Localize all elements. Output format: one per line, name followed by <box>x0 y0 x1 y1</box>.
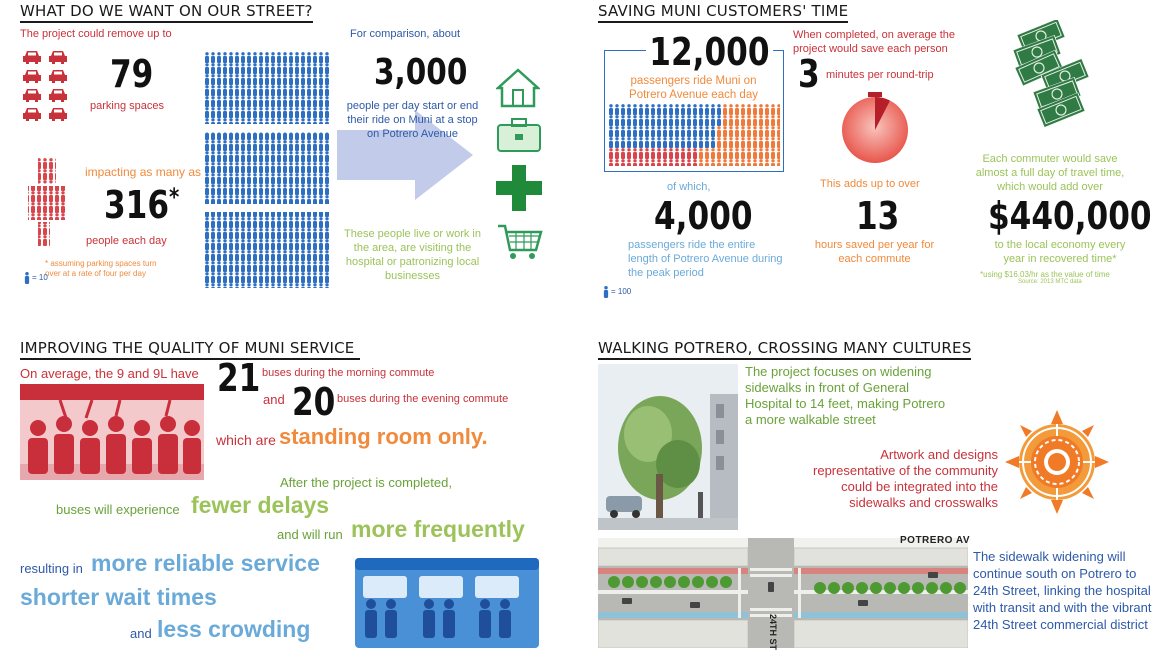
street-map <box>598 538 968 651</box>
morning-number: 21 <box>217 356 261 400</box>
crowd-passengers <box>608 104 780 166</box>
shopping-cart-icon <box>496 222 544 262</box>
hours-number: 13 <box>856 194 900 238</box>
reliable-text: more reliable service <box>91 550 320 576</box>
people-number <box>104 183 179 227</box>
using-note: *using $16.03/hr as the value of time <box>980 270 1110 279</box>
legend-person-icon <box>24 272 30 284</box>
pie-chart-icon <box>840 92 910 164</box>
which-text: which are <box>216 432 276 448</box>
save-text: Each commuter would save almost a full day of travel time, which would add over <box>975 153 1125 193</box>
more-freq-text: more frequently <box>351 516 525 542</box>
people-label: people each day <box>86 235 167 247</box>
comparison-text: For comparison, about <box>350 28 461 40</box>
evening-number: 20 <box>292 380 336 424</box>
less-crowd-text: less crowding <box>157 616 311 642</box>
map-label-potrero: POTRERO AV <box>900 535 971 546</box>
hours-text: hours saved per year for each commute <box>814 239 935 265</box>
aztec-sun-icon <box>1005 410 1109 514</box>
and2-text: and <box>130 626 152 641</box>
parking-label: parking spaces <box>90 100 164 112</box>
legend-ten-label: = 10 <box>32 273 48 282</box>
impact-text: impacting as many as <box>85 165 202 179</box>
and-text: and <box>263 392 285 407</box>
after-text: After the project is completed, <box>280 475 452 490</box>
completed-text: When completed, on average the project would save each person <box>793 29 956 55</box>
briefcase-icon <box>496 118 542 152</box>
standing-text: standing room only. <box>279 424 488 449</box>
riders-text: people per day start or end their ride on Muni at a stop on Potrero Avenue <box>346 100 479 140</box>
minutes-number: 3 <box>798 52 820 96</box>
section-title-walking: WALKING POTRERO, CROSSING MANY CULTURES <box>598 339 971 360</box>
minutes-text: minutes per round-trip <box>826 69 934 81</box>
medical-cross-icon <box>496 165 542 211</box>
section-title-time: SAVING MUNI CUSTOMERS' TIME <box>598 2 848 23</box>
parking-footnote: * assuming parking spaces turn over at a rate of four per day <box>45 259 157 278</box>
people-number-value: 316 <box>104 183 170 227</box>
will-run-text: and will run <box>277 527 343 542</box>
money-text: to the local economy every year in recovered time* <box>994 239 1126 265</box>
legend-ten <box>24 272 48 284</box>
parking-number: 79 <box>110 52 154 96</box>
of-which-text: of which, <box>667 181 711 193</box>
legend-hundred-icon <box>603 286 609 298</box>
live-text: These people live or work in the area, are visiting the hospital or patronizing local businesses <box>344 228 481 282</box>
street-tree-illustration <box>598 364 738 530</box>
people-star: * <box>169 183 180 211</box>
passengers-text: passengers ride Muni on Potrero Avenue each day <box>629 75 758 101</box>
money-stack-icon <box>1008 20 1094 130</box>
crowd-riders <box>204 52 330 288</box>
money-number: $440,000 <box>988 194 1152 238</box>
person-icon <box>24 158 70 250</box>
focus-text: The project focuses on widening sidewalks in front of General Hospital to 14 feet, making Potrero a more walkable street <box>745 364 946 427</box>
bus-riders-icon <box>20 384 204 480</box>
continue-text: The sidewalk widening will continue south on Potrero to 24th Street, linking the hospital with transit and with the vibrant 24th Street commercial district <box>973 549 1152 632</box>
section-title-quality: IMPROVING THE QUALITY OF MUNI SERVICE <box>20 339 360 360</box>
bus-seated-icon <box>355 558 539 648</box>
house-icon <box>496 68 540 108</box>
car-icon <box>22 50 70 126</box>
artwork-text: Artwork and designs representative of the community could be integrated into the sidewalks and crosswalks <box>813 447 998 510</box>
length-text: passengers ride the entire length of Potrero Avenue during the peak period <box>628 239 783 279</box>
legend-hundred-label: = 100 <box>611 287 632 296</box>
section-title-street: WHAT DO WE WANT ON OUR STREET? <box>20 2 313 23</box>
map-label-24th: 24TH ST <box>768 614 778 651</box>
buses-exp-text: buses will experience <box>56 502 180 517</box>
remove-text: The project could remove up to <box>20 28 172 40</box>
shorter-text: shorter wait times <box>20 584 217 610</box>
legend-hundred <box>603 286 631 298</box>
resulting-text: resulting in <box>20 561 83 576</box>
fewer-delays-text: fewer delays <box>191 492 330 518</box>
morning-text: buses during the morning commute <box>262 367 435 379</box>
passengers-number: 12,000 <box>646 30 773 74</box>
length-number: 4,000 <box>654 194 753 238</box>
avg-text: On average, the 9 and 9L have <box>20 366 199 381</box>
source-note: Source: 2013 MTC data <box>1018 279 1082 285</box>
adds-text: This adds up to over <box>820 178 920 190</box>
evening-text: buses during the evening commute <box>337 393 509 405</box>
riders-number: 3,000 <box>374 52 468 93</box>
